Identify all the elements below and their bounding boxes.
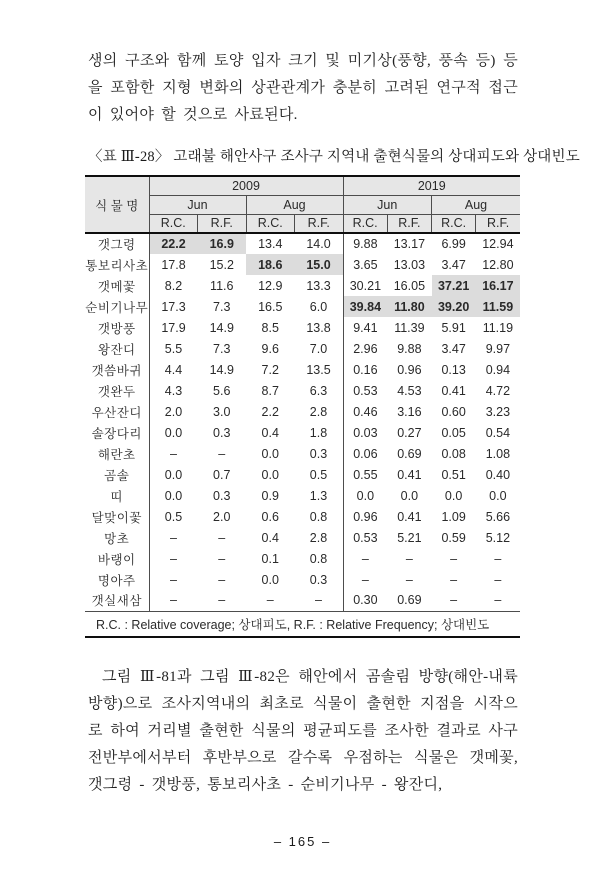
value-cell: 5.66 — [485, 509, 511, 524]
value-cell: 0.46 — [343, 401, 387, 422]
table-row — [85, 527, 520, 548]
value-cell: 9.97 — [485, 341, 511, 356]
table-row — [85, 233, 520, 254]
value-cell: 0.8 — [309, 551, 328, 566]
col-header-rc: R.C. — [432, 214, 476, 233]
value-cell: 5.12 — [485, 530, 511, 545]
value-cell: 13.17 — [393, 237, 426, 251]
value-cell: 3.16 — [397, 404, 422, 419]
plant-name-cell: 갯그령 — [97, 238, 136, 252]
plant-name-cell: 바랭이 — [97, 552, 136, 567]
value-cell: 8.7 — [261, 383, 279, 398]
value-cell: 0.3 — [309, 572, 328, 587]
value-cell: 0.40 — [485, 467, 511, 482]
table-row — [85, 338, 520, 359]
value-cell: 0.53 — [343, 527, 387, 548]
header-row-years — [85, 176, 520, 195]
value-cell: 0.8 — [309, 509, 328, 524]
value-cell: – — [149, 527, 198, 548]
value-cell: 0.5 — [309, 467, 328, 482]
col-header-rf: R.F. — [476, 214, 520, 233]
value-cell: 8.5 — [261, 320, 279, 335]
value-cell: 5.5 — [149, 338, 198, 359]
value-cell: 7.2 — [261, 362, 279, 377]
value-cell: 9.6 — [261, 341, 279, 356]
top-paragraph: 생의 구조와 함께 토양 입자 크기 및 미기상(풍향, 풍속 등) 등을 포함한 지형 변화의 상관관계가 충분히 고려된 연구적 접근이 있어야 할 것으로 사료된다. — [88, 53, 518, 123]
value-cell: 16.17 — [476, 275, 520, 296]
table-row — [85, 443, 520, 464]
value-cell: 14.9 — [209, 320, 234, 335]
value-cell: 14.9 — [209, 362, 234, 377]
plant-name-cell: 갯메꽃 — [97, 279, 136, 294]
col-header-rc: R.C. — [149, 214, 198, 233]
value-cell: 3.65 — [343, 254, 387, 275]
value-cell: 2.0 — [213, 509, 231, 524]
value-cell: 3.47 — [441, 341, 466, 356]
value-cell: 14.0 — [306, 237, 331, 251]
value-cell: 0.27 — [397, 425, 422, 440]
value-cell: 2.96 — [343, 338, 387, 359]
plant-name-cell: 갯씀바귀 — [91, 363, 142, 378]
value-cell: 8.2 — [149, 275, 198, 296]
value-cell: 13.5 — [306, 362, 331, 377]
value-cell: 0.05 — [441, 425, 466, 440]
value-cell: 6.99 — [441, 237, 466, 251]
value-cell: 9.41 — [343, 317, 387, 338]
value-cell: 15.0 — [295, 254, 344, 275]
value-cell: 13.03 — [393, 257, 426, 272]
footnote-row — [85, 611, 520, 637]
plant-name-cell: 갯실새삼 — [91, 594, 142, 609]
value-cell: 0.94 — [485, 362, 511, 377]
value-cell: – — [218, 446, 226, 461]
plant-coverage-table — [85, 175, 520, 638]
value-cell: 0.0 — [149, 485, 198, 506]
table-footnote: R.C. : Relative coverage; 상대피도, R.F. : Relative Frequency; 상대빈도 — [85, 611, 520, 637]
value-cell: 17.9 — [149, 317, 198, 338]
value-cell: – — [149, 569, 198, 590]
table-footer — [85, 611, 520, 637]
bottom-paragraph: 그림 Ⅲ-81과 그림 Ⅲ-82은 해안에서 곰솔림 방향(해안-내륙 방향)으로 조사지역내의 최초로 식물이 출현한 지점을 시작으로 하여 거리별 출현한 식물의 평균피도를 조사한 결과로 사구 전반부에서부터 후반부으로 갈수록 우점하는 식물은 갯메꽃, 갯그령 - 갯방풍, 통보리사초 - 순비기나무 - 왕잔디, — [88, 669, 518, 793]
value-cell: 0.60 — [441, 404, 466, 419]
col-header-plant-name: 식 물 명 — [85, 176, 149, 233]
value-cell: 11.59 — [476, 296, 520, 317]
table-row — [85, 275, 520, 296]
value-cell: – — [149, 590, 198, 611]
value-cell: 1.3 — [309, 488, 328, 503]
value-cell: – — [218, 593, 226, 608]
plant-name-cell: 순비기나무 — [85, 300, 149, 315]
value-cell: 0.4 — [261, 425, 279, 440]
plant-name-cell: 명아주 — [97, 573, 136, 588]
value-cell: – — [218, 530, 226, 545]
value-cell: 16.9 — [198, 233, 247, 254]
value-cell: 12.9 — [258, 278, 283, 293]
value-cell: 0.59 — [441, 530, 466, 545]
value-cell: 0.4 — [261, 530, 279, 545]
plant-name-cell: 달맞이꽃 — [91, 510, 142, 525]
value-cell: 3.23 — [485, 404, 511, 419]
value-cell: 0.3 — [213, 488, 231, 503]
value-cell: 22.2 — [149, 233, 198, 254]
table-row — [85, 485, 520, 506]
value-cell: 6.3 — [309, 383, 328, 398]
value-cell: – — [149, 443, 198, 464]
value-cell: – — [266, 593, 274, 608]
value-cell: 0.06 — [343, 443, 387, 464]
value-cell: 1.09 — [441, 509, 466, 524]
value-cell: 0.7 — [213, 467, 231, 482]
col-header-rc: R.C. — [343, 214, 387, 233]
value-cell: 4.53 — [397, 383, 422, 398]
value-cell: 0.0 — [149, 422, 198, 443]
value-cell: 12.80 — [482, 257, 514, 272]
value-cell: 2.2 — [261, 404, 279, 419]
value-cell: 7.3 — [213, 341, 231, 356]
plant-name-cell: 망초 — [104, 531, 130, 546]
value-cell: 39.20 — [432, 296, 476, 317]
value-cell: – — [494, 572, 502, 587]
value-cell: 0.0 — [400, 488, 419, 503]
value-cell: – — [315, 593, 322, 608]
value-cell: 13.8 — [306, 320, 331, 335]
value-cell: 7.0 — [309, 341, 328, 356]
table-row — [85, 506, 520, 527]
value-cell: – — [494, 551, 502, 566]
col-header-2019-aug: Aug — [432, 195, 521, 214]
plant-name-cell: 해란초 — [97, 447, 136, 462]
col-header-year-2019: 2019 — [343, 176, 520, 195]
plant-name-cell: 우산잔디 — [91, 405, 142, 420]
value-cell: 0.13 — [441, 362, 466, 377]
value-cell: 2.0 — [149, 401, 198, 422]
value-cell: 0.51 — [441, 467, 466, 482]
value-cell: 6.0 — [309, 299, 328, 314]
col-header-rf: R.F. — [198, 214, 247, 233]
value-cell: 11.6 — [210, 278, 234, 293]
value-cell: 0.41 — [441, 383, 466, 398]
value-cell: 0.41 — [397, 509, 422, 524]
value-cell: 0.6 — [261, 509, 279, 524]
value-cell: – — [343, 548, 387, 569]
page-number: – 165 – — [273, 834, 332, 849]
value-cell: – — [450, 572, 458, 587]
value-cell: 16.05 — [393, 278, 426, 293]
value-cell: 4.4 — [149, 359, 198, 380]
value-cell: 0.0 — [489, 488, 507, 503]
value-cell: 0.0 — [261, 572, 279, 587]
value-cell: 11.39 — [394, 320, 425, 335]
value-cell: 0.0 — [149, 464, 198, 485]
value-cell: – — [494, 593, 502, 608]
value-cell: 0.55 — [343, 464, 387, 485]
value-cell: 37.21 — [432, 275, 476, 296]
value-cell: 39.84 — [343, 296, 387, 317]
table-row — [85, 254, 520, 275]
col-header-rf: R.F. — [295, 214, 344, 233]
value-cell: 0.0 — [343, 485, 387, 506]
value-cell: 1.8 — [309, 425, 328, 440]
table-row — [85, 380, 520, 401]
value-cell: – — [343, 569, 387, 590]
value-cell: 0.1 — [261, 551, 279, 566]
col-header-year-2009: 2009 — [149, 176, 343, 195]
value-cell: – — [149, 548, 198, 569]
value-cell: – — [218, 572, 226, 587]
value-cell: 9.88 — [397, 341, 422, 356]
value-cell: – — [405, 551, 413, 566]
table-row — [85, 590, 520, 611]
value-cell: 18.6 — [246, 254, 295, 275]
table-row — [85, 296, 520, 317]
value-cell: 0.03 — [343, 422, 387, 443]
col-header-rc: R.C. — [246, 214, 295, 233]
table-row — [85, 317, 520, 338]
table-body — [85, 233, 520, 611]
value-cell: 9.88 — [343, 233, 387, 254]
value-cell: 0.69 — [397, 593, 422, 608]
value-cell: 0.16 — [343, 359, 387, 380]
value-cell: 5.6 — [213, 383, 231, 398]
value-cell: 4.3 — [149, 380, 198, 401]
plant-name-cell: 곰솔 — [104, 468, 130, 483]
value-cell: – — [218, 551, 226, 566]
value-cell: 17.8 — [149, 254, 198, 275]
value-cell: 0.3 — [213, 425, 231, 440]
table-row — [85, 401, 520, 422]
col-header-2019-jun: Jun — [343, 195, 432, 214]
value-cell: 5.91 — [441, 320, 466, 335]
value-cell: 0.0 — [444, 488, 463, 503]
value-cell: 3.47 — [441, 257, 466, 272]
table-row — [85, 422, 520, 443]
value-cell: – — [450, 551, 458, 566]
value-cell: 13.3 — [306, 278, 331, 293]
table-row — [85, 464, 520, 485]
plant-name-cell: 띠 — [110, 489, 124, 504]
value-cell: 2.8 — [309, 404, 328, 419]
value-cell: 0.0 — [261, 467, 279, 482]
value-cell: 17.3 — [149, 296, 198, 317]
value-cell: 3.0 — [213, 404, 231, 419]
value-cell: 1.08 — [485, 446, 511, 461]
value-cell: 11.19 — [482, 320, 514, 335]
value-cell: 0.08 — [441, 446, 466, 461]
col-header-2009-aug: Aug — [246, 195, 343, 214]
value-cell: 15.2 — [209, 257, 234, 272]
value-cell: 13.4 — [258, 237, 283, 251]
table-caption: 〈표 Ⅲ-28〉 고래불 해안사구 조사구 지역내 출현식물의 상대피도와 상대빈도 — [88, 149, 580, 165]
value-cell: 4.72 — [485, 383, 511, 398]
table-row — [85, 548, 520, 569]
value-cell: 0.53 — [343, 380, 387, 401]
value-cell: 0.30 — [343, 590, 387, 611]
table-header — [85, 176, 520, 233]
col-header-2009-jun: Jun — [149, 195, 246, 214]
plant-name-cell: 솔장다리 — [91, 426, 142, 441]
value-cell: 0.41 — [397, 467, 422, 482]
plant-name-cell: 갯완두 — [97, 384, 136, 399]
value-cell: 0.96 — [343, 506, 387, 527]
value-cell: 0.0 — [261, 446, 279, 461]
document-page — [85, 48, 580, 799]
value-cell: 12.94 — [482, 237, 514, 251]
value-cell: 30.21 — [343, 275, 387, 296]
col-header-rf: R.F. — [387, 214, 431, 233]
table-row — [85, 569, 520, 590]
value-cell: 16.5 — [258, 299, 283, 314]
header-row-months — [85, 195, 520, 214]
value-cell: – — [450, 593, 458, 608]
value-cell: 0.9 — [261, 488, 279, 503]
header-row-metrics — [85, 214, 520, 233]
value-cell: 2.8 — [309, 530, 328, 545]
value-cell: 0.5 — [149, 506, 198, 527]
plant-name-cell: 왕잔디 — [97, 342, 136, 357]
value-cell: – — [405, 572, 413, 587]
value-cell: 0.3 — [309, 446, 328, 461]
value-cell: 0.69 — [397, 446, 422, 461]
value-cell: 7.3 — [213, 299, 231, 314]
value-cell: 11.80 — [387, 296, 431, 317]
table-row — [85, 359, 520, 380]
plant-name-cell: 통보리사초 — [85, 258, 149, 273]
plant-name-cell: 갯방풍 — [97, 321, 136, 336]
value-cell: 0.96 — [397, 362, 422, 377]
value-cell: 0.54 — [485, 425, 511, 440]
value-cell: 5.21 — [397, 530, 422, 545]
